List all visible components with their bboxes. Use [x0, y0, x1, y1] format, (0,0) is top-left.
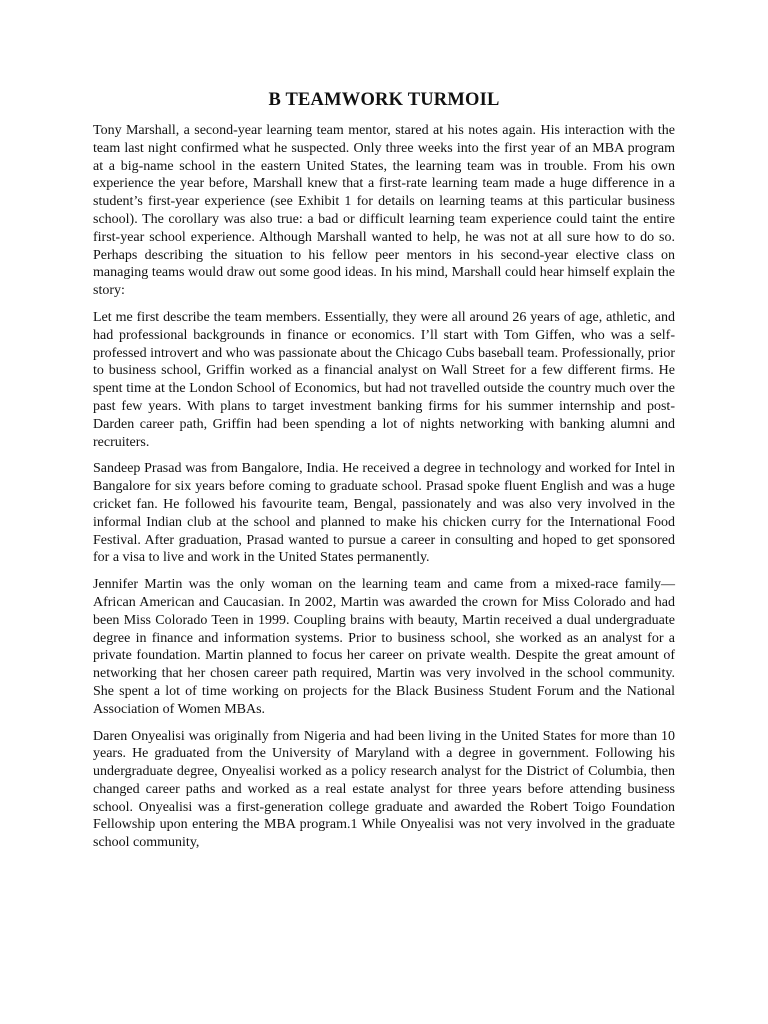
document-title: B TEAMWORK TURMOIL — [268, 90, 500, 110]
paragraph-intro: Tony Marshall, a second-year learning team mentor, stared at his notes again. His interaction with the team last night confirmed what he suspected. Only three weeks into the first year of an MBA program at a big-name school in the eastern United States, the learning team was in trouble. From his own experience the year before, Marshall knew that a first-rate learning team made a huge difference in a student’s first-year experience (see Exhibit 1 for details on learning teams at this particular business school). The corollary was also true: a bad or difficult learning team experience could taint the entire first-year school experience. Although Marshall wanted to help, he was not at all sure how to do so. Perhaps describing the situation to his fellow peer mentors in his second-year elective class on managing teams would draw out some good ideas. In his mind, Marshall could hear himself explain the story: — [93, 123, 675, 299]
paragraph-sandeep-prasad: Sandeep Prasad was from Bangalore, India. He received a degree in technology and worked for Intel in Bangalore for six years before coming to graduate school. Prasad spoke fluent English and was a huge cricket fan. He followed his favourite team, Bengal, passionately and was also very involved in the informal Indian club at the school and planned to make his chicken curry for the International Food Festival. After graduation, Prasad wanted to pursue a career in consulting and hoped to get sponsored for a visa to live and work in the United States permanently. — [93, 461, 675, 566]
paragraph-team-members: Let me first describe the team members. Essentially, they were all around 26 years of age, athletic, and had professional backgrounds in finance or economics. I’ll start with Tom Giffen, who was a self-professed introvert and who was passionate about the Chicago Cubs baseball team. Professionally, prior to business school, Griffin worked as a financial analyst on Wall Street for a few different firms. He spent time at the London School of Economics, but had not travelled outside the country much over the past few years. With plans to target investment banking firms for his summer internship and post-Darden career path, Griffin had been spending a lot of nights networking with banking alumni and recruiters. — [93, 309, 675, 450]
paragraph-jennifer-martin: Jennifer Martin was the only woman on the learning team and came from a mixed-race family—African American and Caucasian. In 2002, Martin was awarded the crown for Miss Colorado and had been Miss Colorado Teen in 1999. Coupling brains with beauty, Martin received a dual undergraduate degree in finance and information systems. Prior to business school, she worked as an analyst for a private foundation. Martin planned to focus her career on private wealth. Despite the great amount of networking that her chosen career path required, Martin was very involved in the school community. She spent a lot of time working on projects for the Black Business Student Forum and the National Association of Women MBAs. — [93, 577, 675, 717]
paragraph-daren-onyealisi: Daren Onyealisi was originally from Nigeria and had been living in the United States for more than 10 years. He graduated from the University of Maryland with a degree in government. Following his undergraduate degree, Onyealisi worked as a policy research analyst for the District of Columbia, then changed career paths and worked as a real estate analyst for three years before attending business school. Onyealisi was a first-generation college graduate and awarded the Robert Toigo Foundation Fellowship upon entering the MBA program.1 While Onyealisi was not very involved in the graduate school community, — [93, 728, 675, 851]
